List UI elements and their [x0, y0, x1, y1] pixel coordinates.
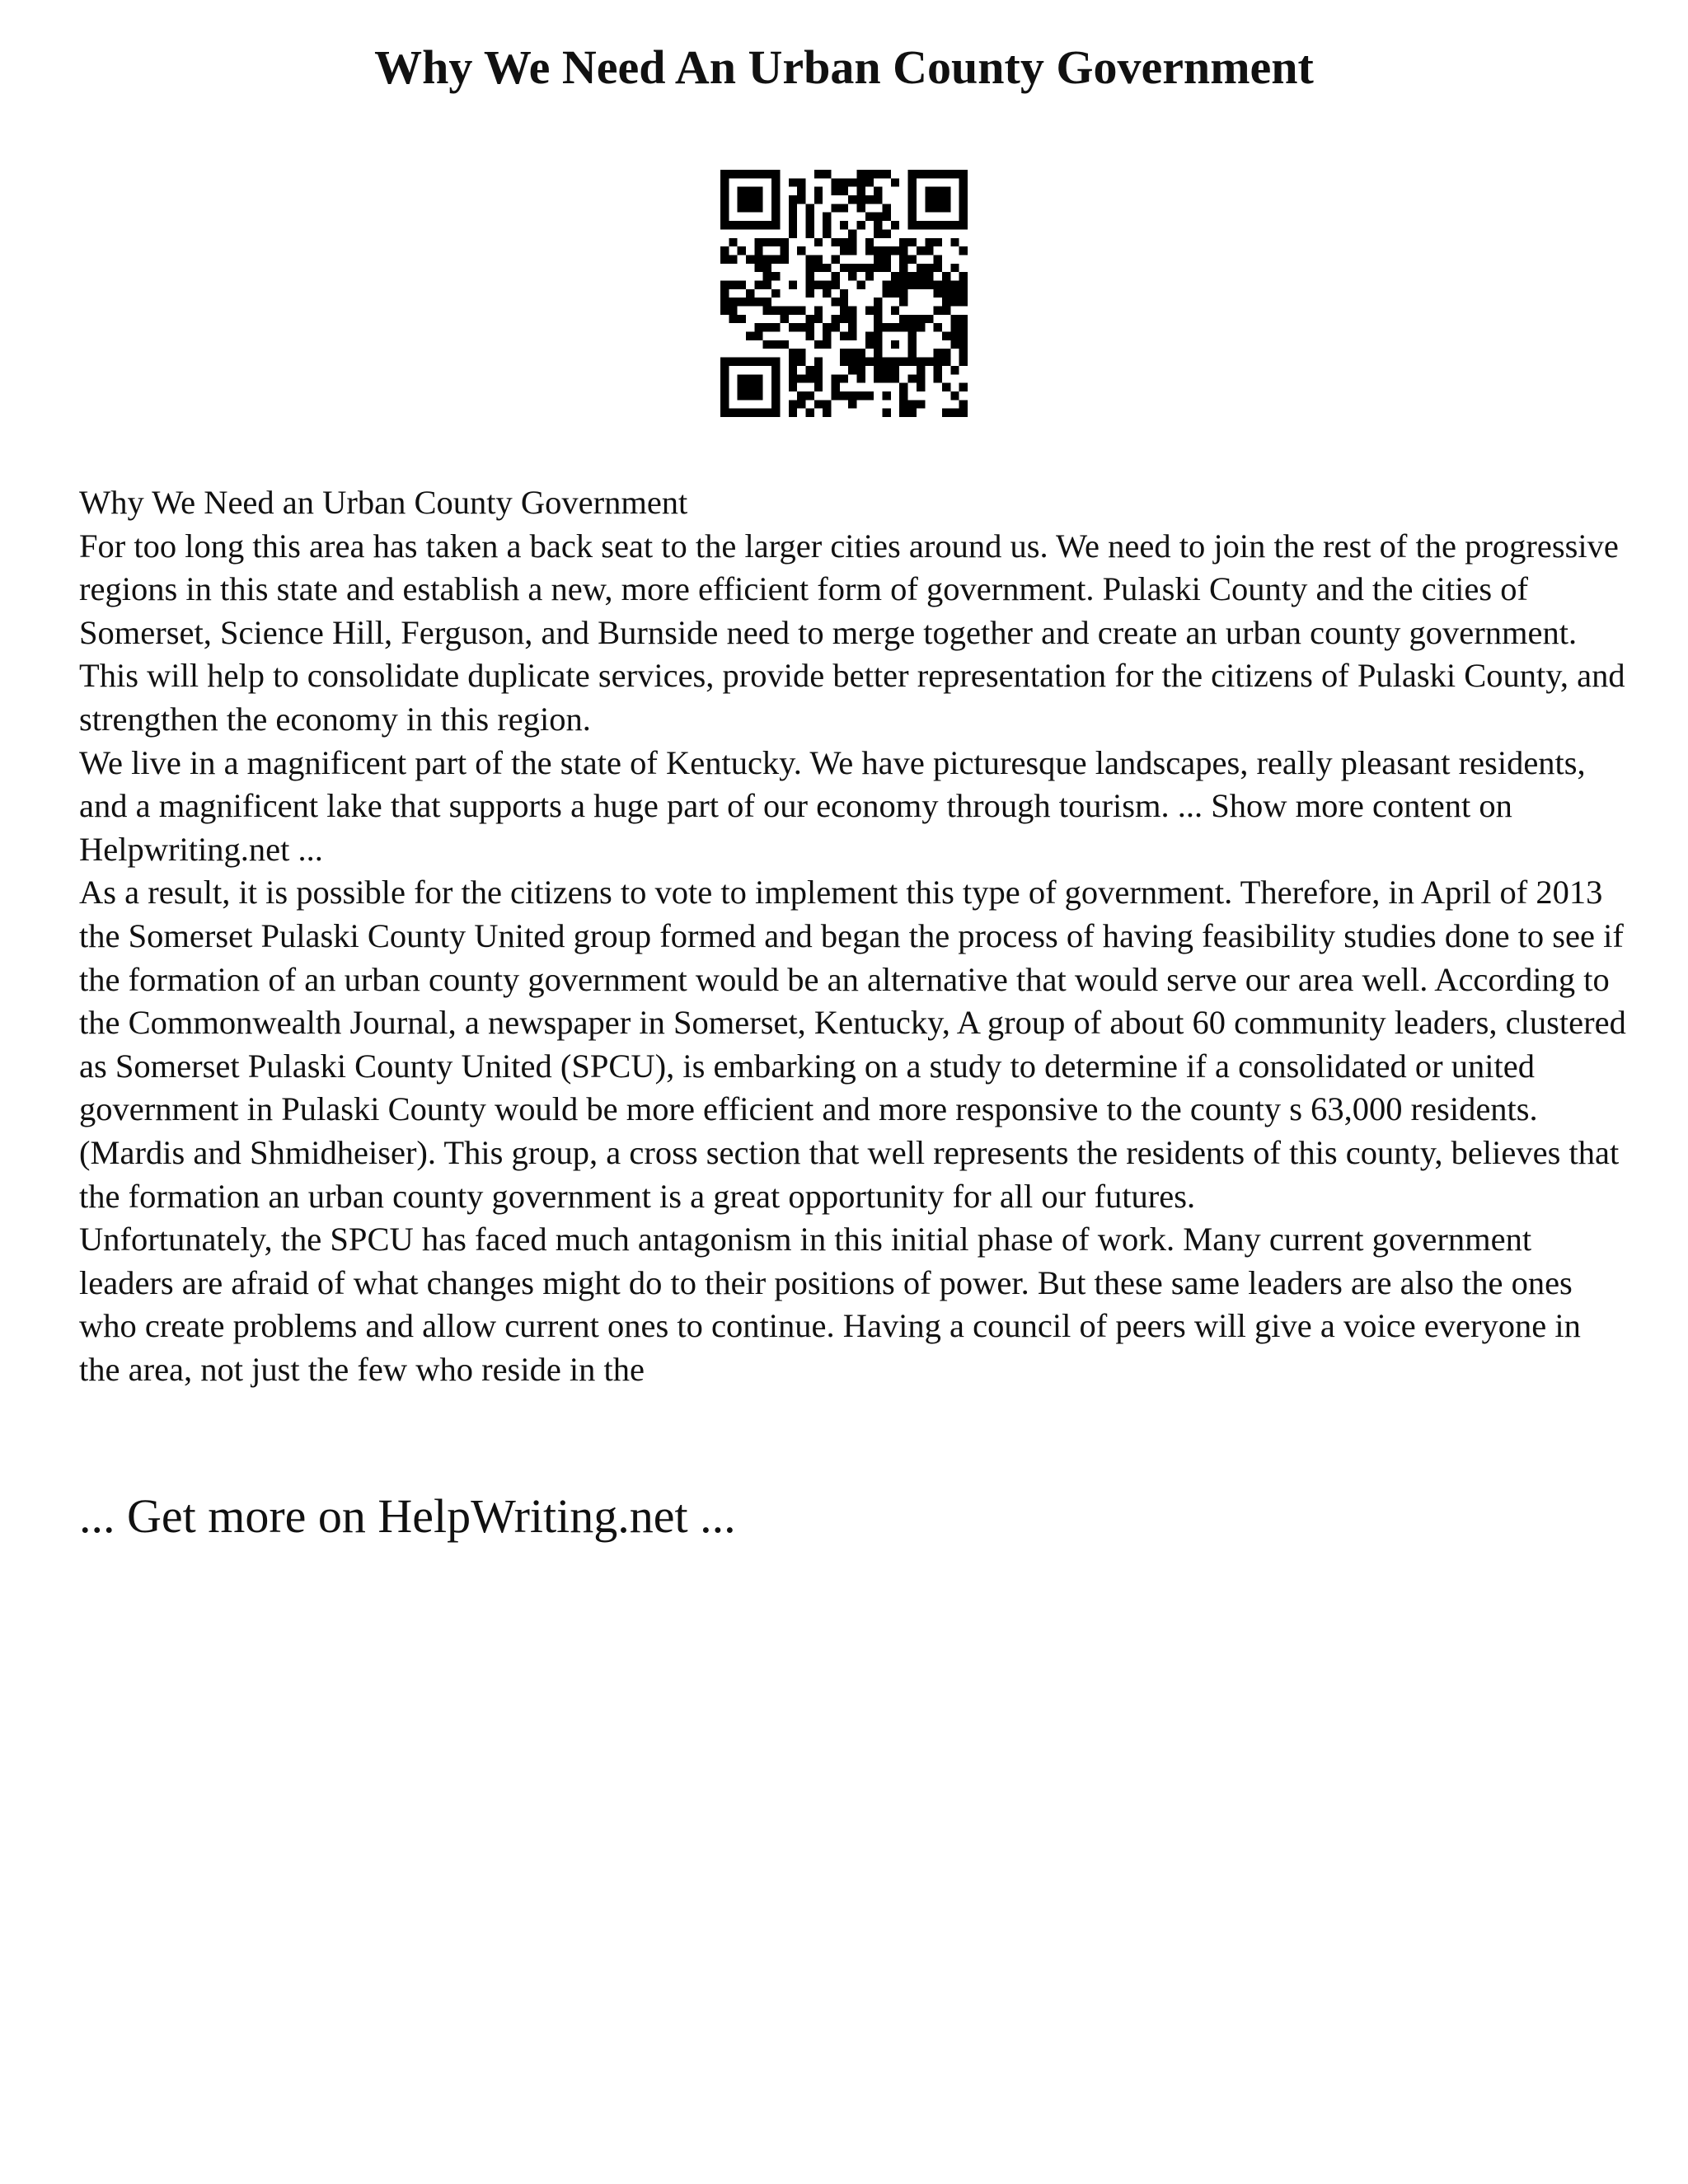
qr-code-icon: [720, 170, 968, 417]
paragraph-1: For too long this area has taken a back seat to the larger cities around us. We need to join the rest of the progressive regions in this state and establish a new, more efficient form of government. Pulaski County and the cities of Somerset, Science Hill, Ferguson, and Burnside need to merge together and create an urban county government. This will help to consolidate duplicate services, provide better representation for the citizens of Pulaski County, and strengthen the economy in this region.: [79, 527, 1625, 738]
get-more-link[interactable]: ... Get more on HelpWriting.net ...: [79, 1489, 736, 1543]
paragraph-4: Unfortunately, the SPCU has faced much antagonism in this initial phase of work. Many current government leaders are afraid of what changes might do to their positions of power. But these same leaders are also the ones who create problems and allow current ones to continue. Having a council of peers will give a voice everyone in the area, not just the few who reside in the: [79, 1221, 1581, 1388]
page-title: Why We Need An Urban County Government: [374, 40, 1314, 94]
paragraph-2: We live in a magnificent part of the state of Kentucky. We have picturesque landscapes, really pleasant residents, and a magnificent lake that supports a huge part of our economy through tourism. ... Show more content on Helpwriting.net ...: [79, 743, 1586, 868]
article-body: [79, 481, 1629, 1391]
paragraph-3: As a result, it is possible for the citizens to vote to implement this type of government. Therefore, in April of 2013 the Somerset Pulaski County United group formed and began the process of having feasibility studies done to see if the formation of an urban county government would be an alternative that would serve our area well. According to the Commonwealth Journal, a newspaper in Somerset, Kentucky, A group of about 60 community leaders, clustered as Somerset Pulaski County United (SPCU), is embarking on a study to determine if a consolidated or united government in Pulaski County would be more efficient and more responsive to the county s 63,000 residents. (Mardis and Shmidheiser). This group, a cross section that well represents the residents of this county, believes that the formation an urban county government is a great opportunity for all our futures.: [79, 874, 1626, 1215]
article-heading: Why We Need an Urban County Government: [79, 484, 688, 521]
